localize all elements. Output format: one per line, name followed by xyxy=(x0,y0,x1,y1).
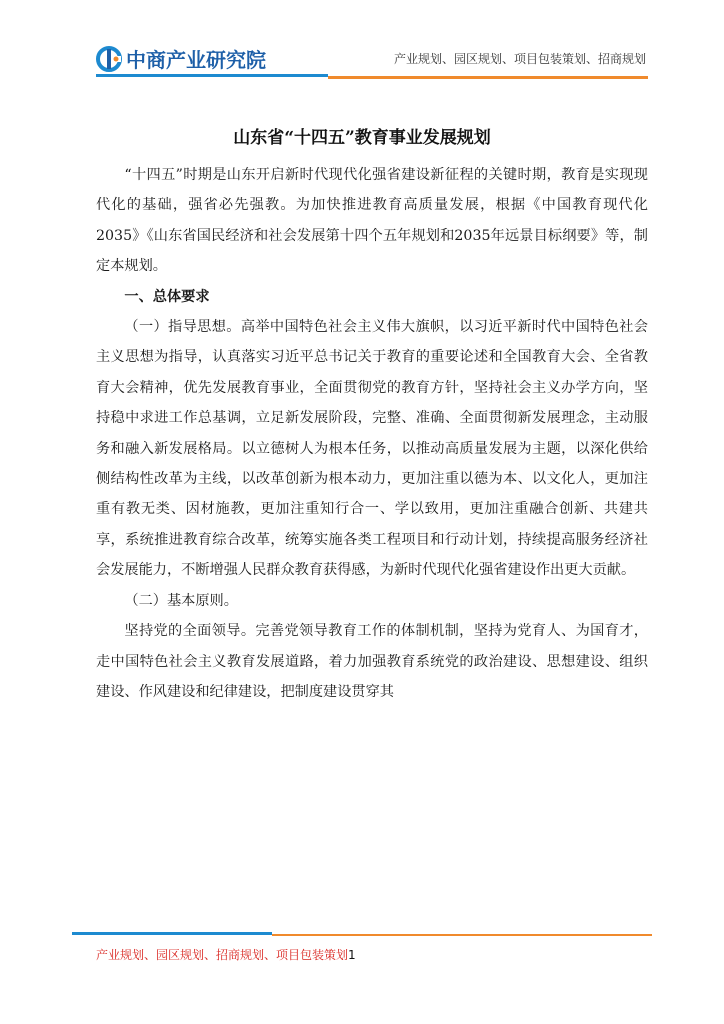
page-header xyxy=(0,0,724,90)
guiding-thought-paragraph: （一）指导思想。高举中国特色社会主义伟大旗帜，以习近平新时代中国特色社会主义思想为指导，认真落实习近平总书记关于教育的重要论述和全国教育大会、全省教育大会精神，优先发展教育事业，全面贯彻党的教育方针，坚持社会主义办学方向，坚持稳中求进工作总基调，立足新发展阶段，完整、准确、全面贯彻新发展理念，主动服务和融入新发展格局。以立德树人为根本任务，以推动高质量发展为主题，以深化供给侧结构性改革为主线，以改革创新为根本动力，更加注重以德为本、以文化人，更加注重有教无类、因材施教，更加注重知行合一、学以致用，更加注重融合创新、共建共享，系统推进教育综合改革，统筹实施各类工程项目和行动计划，持续提高服务经济社会发展能力，不断增强人民群众教育获得感，为新时代现代化强省建设作出更大贡献。 xyxy=(96,319,648,579)
logo-text: 中商产业研究院 xyxy=(126,48,266,72)
document-body xyxy=(96,160,648,707)
intro-paragraph: “十四五”时期是山东开启新时代现代化强省建设新征程的关键时期，教育是实现现代化的基础，强省必先强教。为加快推进教育高质量发展，根据《中国教育现代化2035》《山东省国民经济和社会发展第十四个五年规划和2035年远景目标纲要》等，制定本规划。 xyxy=(96,167,648,275)
logo-icon xyxy=(96,46,122,72)
footer-slogan: 产业规划、园区规划、招商规划、项目包装策划 xyxy=(96,948,349,962)
party-leadership-paragraph: 坚持党的全面领导。完善党领导教育工作的体制机制，坚持为党育人、为国育才，走中国特色社会主义教育发展道路，着力加强教育系统党的政治建设、思想建设、组织建设、作风建设和纪律建设，把制度建设贯穿其 xyxy=(96,623,648,700)
header-slogan: 产业规划、园区规划、项目包装策划、招商规划 xyxy=(393,52,646,66)
footer-divider-orange xyxy=(272,934,652,936)
page-footer xyxy=(96,946,356,963)
document-title: 山东省“十四五”教育事业发展规划 xyxy=(233,128,491,148)
section-heading: 一、总体要求 xyxy=(124,288,210,305)
page-number: 1 xyxy=(348,948,356,962)
company-logo xyxy=(96,44,266,73)
basic-principles-heading: （二）基本原则。 xyxy=(124,592,238,609)
header-divider-orange xyxy=(328,76,648,79)
header-divider-blue xyxy=(96,74,328,77)
footer-divider-blue xyxy=(72,932,272,935)
